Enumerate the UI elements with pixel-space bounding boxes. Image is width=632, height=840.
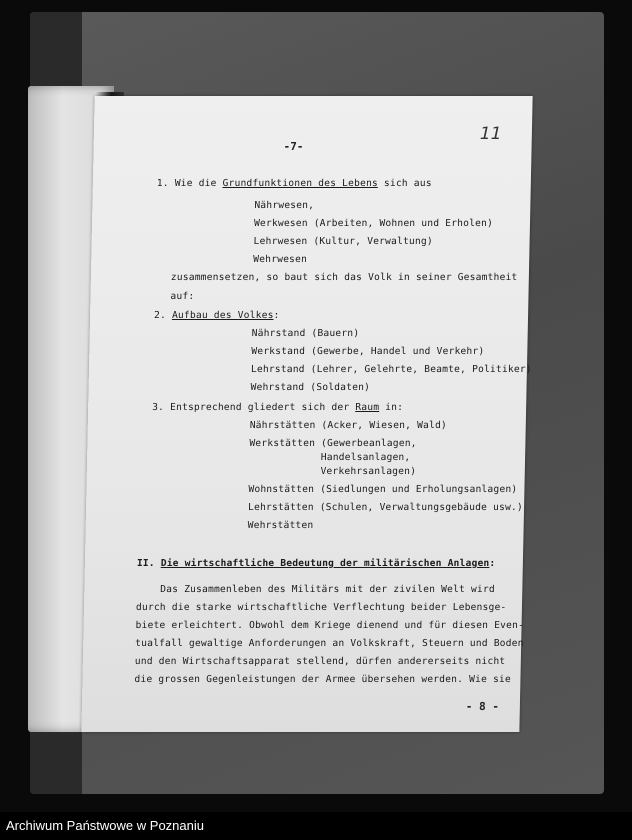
paragraph-line-3: biete erleichtert. Obwohl dem Kriege dienend und für diesen Even- bbox=[135, 620, 525, 631]
page-number-top: -7- bbox=[283, 140, 304, 153]
item2-list-1: Nährstand (Bauern) bbox=[251, 328, 360, 339]
item3-list-4: Verkehrsanlagen) bbox=[248, 466, 417, 477]
item1-continuation-1: zusammensetzen, so baut sich das Volk in seiner Gesamtheit bbox=[170, 272, 518, 283]
item2-list-4: Wehrstand (Soldaten) bbox=[250, 382, 371, 393]
item1-continuation-2: auf: bbox=[170, 291, 195, 302]
item3-list-1: Nährstätten (Acker, Wiesen, Wald) bbox=[249, 420, 448, 431]
paragraph-line-1: Das Zusammenleben des Militärs mit der zivilen Welt wird bbox=[136, 584, 496, 595]
item3-list-7: Wehrstätten bbox=[247, 520, 314, 531]
item3-heading: 3. Entsprechend gliedert sich der Raum in: bbox=[152, 402, 404, 413]
paragraph-line-6: die grossen Gegenleistungen der Armee übersehen werden. Wie sie bbox=[134, 674, 512, 685]
item3-list-5: Wohnstätten (Siedlungen und Erholungsanlagen) bbox=[248, 484, 518, 495]
item2-list-3: Lehrstand (Lehrer, Gelehrte, Beamte, Politiker) bbox=[250, 364, 532, 375]
item1-heading: 1. Wie die Grundfunktionen des Lebens sich aus bbox=[156, 178, 432, 189]
item3-list-6: Lehrstätten (Schulen, Verwaltungsgebäude usw.) bbox=[247, 502, 524, 513]
item1-list-2: Werkwesen (Arbeiten, Wohnen und Erholen) bbox=[253, 218, 494, 229]
item2-list-2: Werkstand (Gewerbe, Handel und Verkehr) bbox=[251, 346, 485, 357]
item2-heading: 2. Aufbau des Volkes: bbox=[153, 310, 280, 321]
section2-heading: II. Die wirtschaftliche Bedeutung der militärischen Anlagen: bbox=[136, 558, 496, 569]
item3-list-3: Handelsanlagen, bbox=[248, 452, 411, 463]
item1-list-1: Nährwesen, bbox=[254, 200, 315, 211]
paragraph-line-4: tualfall gewaltige Anforderungen an Volkskraft, Steuern und Boden bbox=[135, 638, 524, 649]
page-number-bottom: - 8 - bbox=[465, 700, 500, 713]
item1-list-3: Lehrwesen (Kultur, Verwaltung) bbox=[253, 236, 434, 247]
item1-list-4: Wehrwesen bbox=[253, 254, 308, 265]
paragraph-line-2: durch die starke wirtschaftliche Verflechtung beider Lebensge- bbox=[135, 602, 507, 613]
document-page bbox=[81, 96, 532, 732]
archive-label: Archiwum Państwowe w Poznaniu bbox=[6, 818, 204, 833]
handwritten-folio-number: 11 bbox=[479, 124, 502, 144]
item3-list-2: Werkstätten (Gewerbeanlagen, bbox=[249, 438, 417, 449]
paragraph-line-5: und den Wirtschaftsapparat stellend, dürfen andererseits nicht bbox=[134, 656, 506, 667]
archive-footer bbox=[0, 812, 632, 840]
